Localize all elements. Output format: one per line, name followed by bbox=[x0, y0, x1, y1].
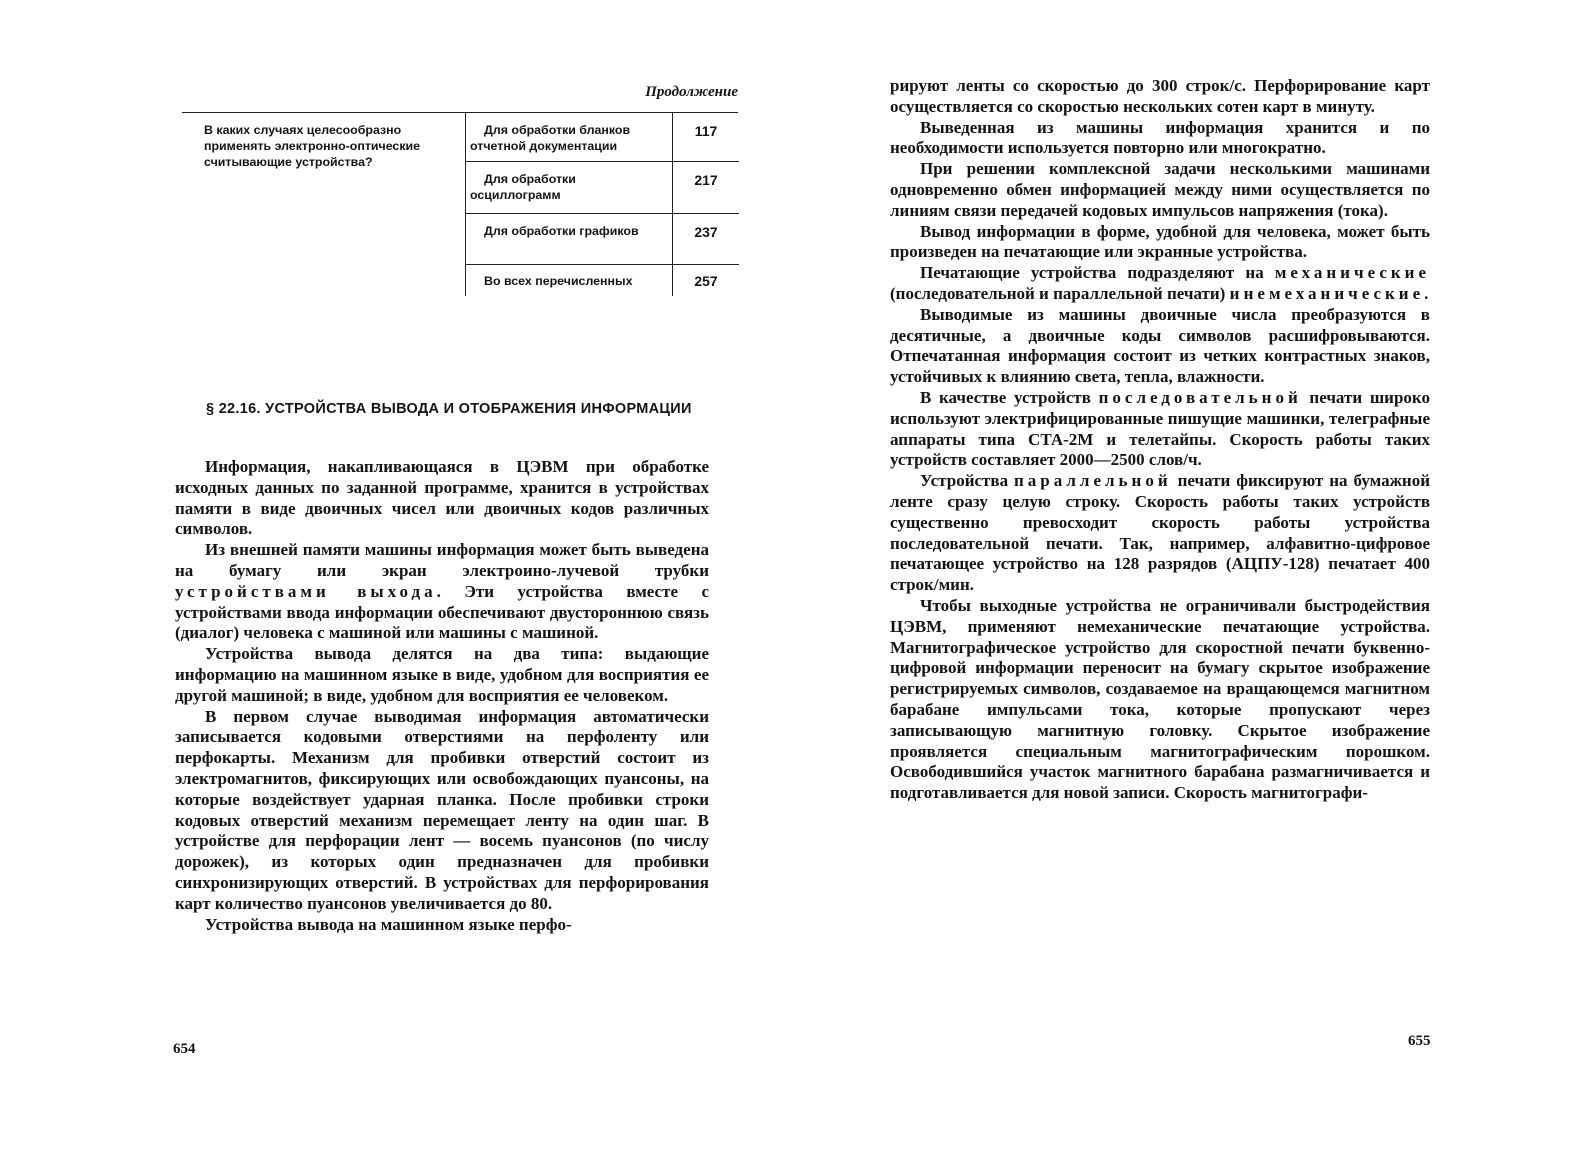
paragraph: При решении комплексной задачи несколькими машинами одновременно обмен информацией между ними осуществляется по линиям связи передачей кодовых импульсов напряжения (тока). bbox=[890, 159, 1430, 220]
answer-row bbox=[466, 214, 739, 265]
paragraph: Устройства вывода делятся на два типа: выдающие информацию на машинном языке в виде, удобном для восприятия ее другой машиной; в виде, удобном для восприятия ее человеком. bbox=[175, 644, 709, 705]
spaced-term: механические bbox=[1274, 263, 1430, 283]
page-number: 655 bbox=[1408, 1033, 1431, 1049]
answer-table bbox=[182, 112, 738, 296]
text-run: . Эти устройства вместе с устройствами ввода информации обеспечивают двустороннюю связь (диалог) человека с машиной или машины с машиной. bbox=[175, 581, 709, 643]
paragraph: рируют ленты со скоростью до 300 строк/с. Перфорирование карт осуществляется со скоростью нескольких сотен карт в минуту. bbox=[890, 76, 1430, 116]
paragraph bbox=[890, 471, 1430, 596]
paragraph: Выведенная из машины информация хранится и по необходимости используется повторно или многократно. bbox=[890, 117, 1430, 158]
answer-code: 117 bbox=[672, 113, 739, 161]
spaced-term: немеханические bbox=[1243, 283, 1425, 303]
text-run: печати фиксируют на бумажной ленте сразу целую строку. Скорость работы таких устройств существенно превосходит скорость работы устройства последовательной печати. Так, например, алфавитно-цифровое печатающее устройство на 128 разрядов (АЦПУ-128) печатает 400 строк/мин. bbox=[890, 471, 1430, 595]
paragraph: Информация, накапливающаяся в ЦЭВМ при обработке исходных данных по заданной программе, хранится в устройствах памяти в виде двоичных чисел или двоичных кодов различных символов. bbox=[175, 457, 709, 539]
paragraph: Вывод информации в форме, удобной для человека, может быть произведен на печатающие или экранные устройства. bbox=[890, 221, 1430, 262]
paragraph bbox=[890, 388, 1430, 471]
left-page bbox=[0, 0, 790, 1153]
paragraph: Устройства вывода на машинном языке перфо- bbox=[205, 914, 572, 934]
answer-text: Для обработки бланков отчетной документации bbox=[470, 123, 631, 153]
spaced-term: устройствами выхода bbox=[175, 581, 437, 601]
paragraph: В первом случае выводимая информация автоматически записывается кодовыми отверстиями на перфоленту или перфокарты. Механизм для пробивки отверстий состоит из электромагнитов, фиксирующих или освобождающих пуансоны, на которые воздействует ударная планка. После пробивки строки кодовых отверстий механизм перемещает ленту на один шаг. В устройстве для перфорации лент — восемь пуансонов (по числу дорожек), из которых один предназначен для пробивки синхронизирующих отверстий. В устройствах для перфорирования карт количество пуансонов увеличивается до 80. bbox=[175, 706, 709, 913]
text-run: . bbox=[1424, 283, 1429, 303]
paragraph: Выводимые из машины двоичные числа преобразуются в десятичные, а двоичные коды символов расшифровываются. Отпечатанная информация состоит из четких контрастных знаков, устойчивых к влиянию света, тепла, влажности. bbox=[890, 304, 1430, 387]
page-number: 654 bbox=[173, 1041, 196, 1057]
text-run: Устройства bbox=[920, 471, 1014, 491]
right-page bbox=[790, 0, 1583, 1153]
spaced-term: параллельной bbox=[1014, 471, 1172, 491]
text-run: В качестве устройств bbox=[920, 387, 1099, 407]
answer-code: 257 bbox=[672, 265, 739, 296]
answers-column bbox=[465, 113, 739, 296]
answer-text: Во всех перечисленных bbox=[484, 274, 633, 288]
text-run: Печатающие устройства подразделяют на bbox=[920, 263, 1275, 283]
section-title: § 22.16. УСТРОЙСТВА ВЫВОДА И ОТОБРАЖЕНИЯ ИНФОРМАЦИИ bbox=[206, 401, 692, 417]
paragraph bbox=[890, 263, 1430, 305]
text-run: (последовательной и параллельной печати) и bbox=[890, 283, 1244, 303]
answer-text: Для обработки графиков bbox=[484, 224, 639, 238]
table-question: В каких случаях целесообразно применять электронно-оптические считывающие устройства? bbox=[204, 123, 421, 169]
answer-code: 237 bbox=[672, 214, 739, 264]
continuation-label: Продолжение bbox=[645, 84, 738, 100]
answer-code: 217 bbox=[672, 162, 739, 213]
answer-row bbox=[466, 265, 739, 296]
text-run: печати широко используют электрифицированные пишущие машинки, телеграфные аппараты типа СТА-2М и телетайпы. Скорость работы таких устройств составляет 2000—2500 слов/ч. bbox=[890, 387, 1430, 470]
spaced-term: последовательной bbox=[1098, 387, 1302, 407]
answer-row bbox=[466, 113, 739, 162]
left-column-text bbox=[175, 457, 709, 935]
right-column-text bbox=[890, 76, 1430, 804]
answer-row bbox=[466, 162, 739, 214]
paragraph bbox=[175, 540, 709, 644]
text-run: Из внешней памяти машины информация может быть выведена на бумагу или экран электроино-лучевой трубки bbox=[175, 540, 709, 580]
answer-text: Для обработки осциллограмм bbox=[470, 172, 576, 202]
paragraph: Чтобы выходные устройства не ограничивали быстродействия ЦЭВМ, применяют немеханические печатающие устройства. Магнитографическое устройство для скоростной печати буквенно-цифровой информации переносит на бумагу скрытое изображение регистрируемых символов, создаваемое на вращающемся магнитном барабане импульсами тока, которые пропускают через записывающую магнитную головку. Скрытое изображение проявляется специальным магнитографическим порошком. Освободившийся участок магнитного барабана размагничивается и подготавливается для новой записи. Скорость магнитографи- bbox=[890, 595, 1430, 803]
